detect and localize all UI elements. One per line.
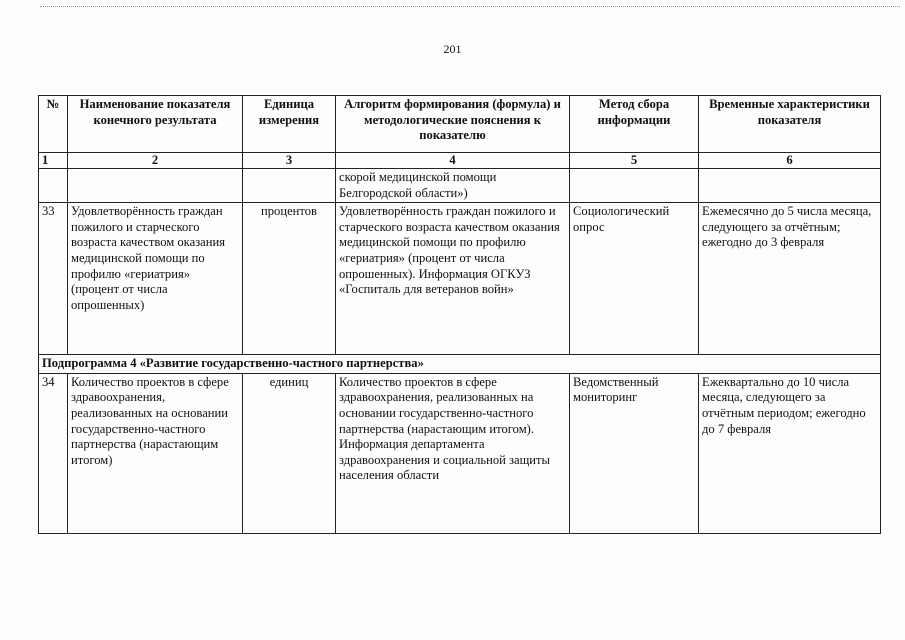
- header-unit: Единица измерения: [243, 96, 336, 153]
- column-number-row: [39, 153, 881, 169]
- cell-name: Количество проектов в сфере здравоохранения, реализованных на основании государственно-частного партнерства (нарастающим итогом): [68, 373, 243, 533]
- table-row-33: [39, 203, 881, 355]
- header-row: [39, 96, 881, 153]
- indicators-table: [38, 95, 881, 534]
- cell-unit: единиц: [243, 373, 336, 533]
- subprogram-row: [39, 355, 881, 374]
- header-timing: Временные характеристики показателя: [699, 96, 881, 153]
- cell-number: [39, 169, 68, 203]
- cell-timing: [699, 169, 881, 203]
- cell-timing: Ежемесячно до 5 числа месяца, следующего за отчётным; ежегодно до 3 февраля: [699, 203, 881, 355]
- cell-timing: Ежеквартально до 10 числа месяца, следующего за отчётным периодом; ежегодно до 7 февраля: [699, 373, 881, 533]
- table-row-continued: [39, 169, 881, 203]
- header-algorithm: Алгоритм формирования (формула) и методологические пояснения к показателю: [336, 96, 570, 153]
- cell-algorithm: скорой медицинской помощи Белгородской области»): [336, 169, 570, 203]
- header-number: №: [39, 96, 68, 153]
- column-number: 3: [243, 153, 336, 169]
- cell-unit: [243, 169, 336, 203]
- header-indicator-name: Наименование показателя конечного результата: [68, 96, 243, 153]
- cell-unit: процентов: [243, 203, 336, 355]
- cell-number: 33: [39, 203, 68, 355]
- cell-method: Социологический опрос: [570, 203, 699, 355]
- cell-algorithm: Удовлетворённость граждан пожилого и старческого возраста качеством оказания медицинской помощи по профилю «гериатрия» (процент от числа опрошенных). Информация ОГКУЗ «Госпиталь для ветеранов войн»: [336, 203, 570, 355]
- table-row-34: [39, 373, 881, 533]
- cell-method: Ведомственный мониторинг: [570, 373, 699, 533]
- cell-method: [570, 169, 699, 203]
- subprogram-title: Подпрограмма 4 «Развитие государственно-частного партнерства»: [39, 355, 881, 374]
- column-number: 6: [699, 153, 881, 169]
- cell-number: 34: [39, 373, 68, 533]
- column-number: 1: [39, 153, 68, 169]
- header-method: Метод сбора информации: [570, 96, 699, 153]
- column-number: 4: [336, 153, 570, 169]
- cell-name: Удовлетворённость граждан пожилого и старческого возраста качеством оказания медицинской помощи по профилю «гериатрия» (процент от числа опрошенных): [68, 203, 243, 355]
- scan-top-line: [40, 6, 900, 7]
- page-number: 201: [443, 42, 462, 56]
- cell-algorithm: Количество проектов в сфере здравоохранения, реализованных на основании государственно-частного партнерства (нарастающим итогом). Информация департамента здравоохранения и социальной защиты населения области: [336, 373, 570, 533]
- cell-name: [68, 169, 243, 203]
- column-number: 2: [68, 153, 243, 169]
- column-number: 5: [570, 153, 699, 169]
